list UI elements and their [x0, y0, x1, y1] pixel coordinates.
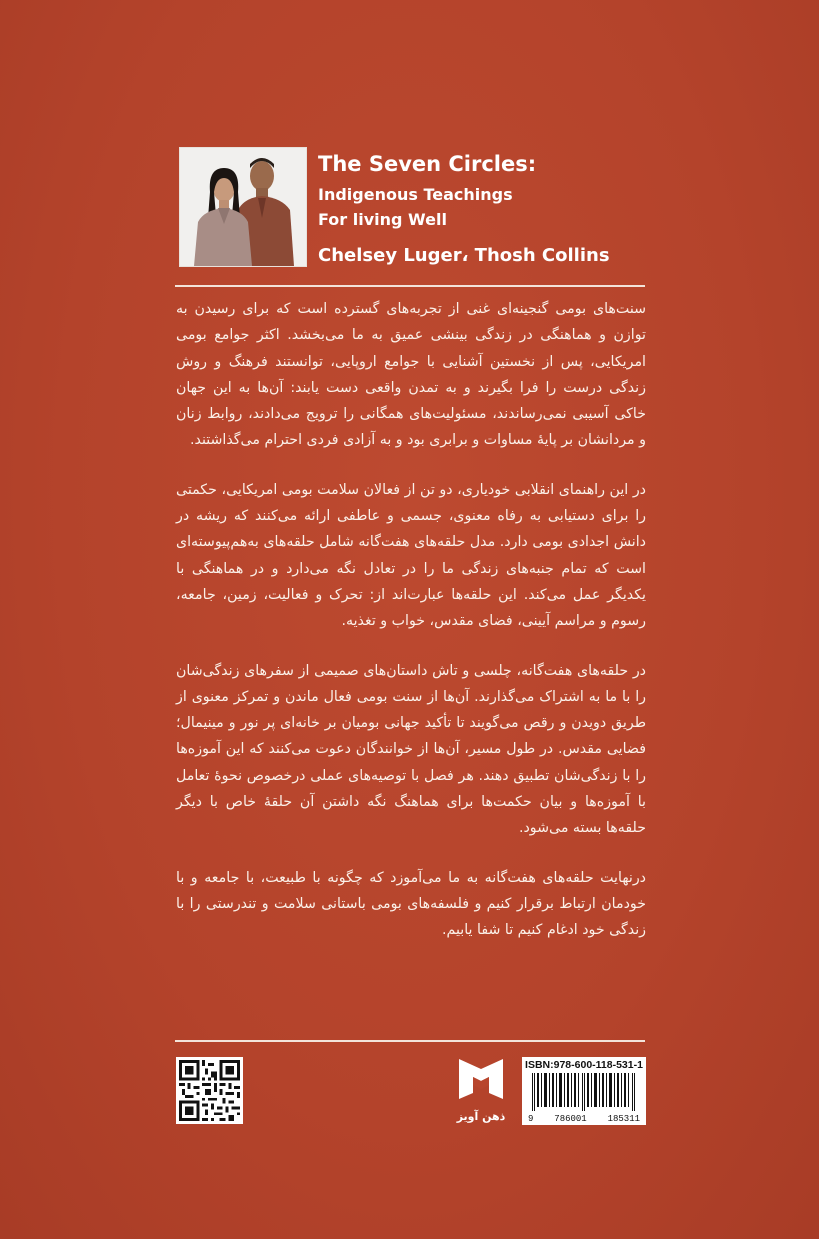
blurb-paragraph-1: سنت‌های بومی گنجینه‌ای غنی از تجربه‌های گسترده است که برای رسیدن به توازن و هماهنگی در زندگی بینشی عمیق به ما می‌بخشد. اکثر جوامع بومی امریکایی، پس از نخستین آشنایی با جوامع اروپایی، توانستند فرهنگ و روش زندگی درست را فرا بگیرند و به تمدن واقعی دست یابند: آن‌ها به این جهان خاکی آسیبی نمی‌رساندند، مسئولیت‌های همگانی را ترویج می‌دادند، روابط زنان و مردانشان بر پایهٔ مساوات و برابری بود و به آزادی فردی احترام می‌گذاشتند. — [176, 301, 646, 449]
blurb-paragraph-2: در این راهنمای انقلابی خودیاری، دو تن از فعالان سلامت بومی امریکایی، حکمتی را برای دستیابی به رفاه معنوی، جسمی و عاطفی ارائه می‌کنند که ریشه در دانش اجدادی بومی دارد. مدل حلقه‌های هفت‌گانه شامل حلقه‌های به‌هم‌پیوسته‌ای است که تمام جنبه‌های زندگی ما را در تعادل نگه می‌دارد و در هماهنگی با یکدیگر عمل می‌کند. این حلقه‌ها عبارت‌اند از: تحرک و فعالیت، زمین، جامعه، رسوم و مراسم آیینی، فضای مقدس، خواب و تغذیه. — [176, 481, 646, 630]
author-photo — [179, 147, 307, 267]
top-divider — [175, 285, 645, 287]
title-block — [318, 150, 610, 268]
publisher-name: ذهن آویز — [456, 1110, 506, 1123]
barcode-digit-group-1: 786001 — [554, 1114, 587, 1124]
blurb-paragraph-3: در حلقه‌های هفت‌گانه، چلسی و تاش داستان‌های صمیمی از سفرهای زندگی‌شان را با ما به اشتراک می‌گذارند. آن‌ها از سنت بومی فعال ماندن و تمرکز معنوی از طریق دویدن و رقص می‌گویند تا تأکید جهانی بومیان بر خانه‌ای پر نور و مینیمال؛ فضایی مقدس. در طول مسیر، آن‌ها از خوانندگان دعوت می‌کنند که این آموزه‌ها را با زندگی‌شان تطبیق دهند. هر فصل با توصیه‌های عملی درخصوص نحوهٔ تعامل با آموزه‌ها و بیان حکمت‌ها برای هماهنگ نگه داشتن آن حلقهٔ خاص با دیگر حلقه‌ها بسته می‌شود. — [176, 662, 646, 837]
book-title: The Seven Circles: — [318, 152, 537, 176]
barcode-digit-prefix: 9 — [528, 1114, 534, 1124]
book-subtitle-line-1: Indigenous Teachings — [318, 185, 513, 204]
publisher-logo — [453, 1055, 509, 1125]
blurb — [176, 296, 646, 944]
barcode — [522, 1057, 646, 1125]
bottom-divider — [175, 1040, 645, 1042]
isbn-label: ISBN:978-600-118-531-1 — [525, 1059, 643, 1071]
book-subtitle-line-2: For living Well — [318, 210, 447, 229]
barcode-digit-group-2: 185311 — [607, 1114, 640, 1124]
barcode-bars-icon — [528, 1073, 640, 1111]
book-authors: Chelsey Luger، Thosh Collins — [318, 245, 610, 266]
qr-code-icon — [176, 1057, 243, 1124]
publisher-logo-icon — [453, 1055, 509, 1107]
barcode-digits — [522, 1114, 646, 1124]
blurb-paragraph-4: درنهایت حلقه‌های هفت‌گانه به ما می‌آموزد که چگونه با طبیعت، با جامعه و با خودمان ارتباط برقرار کنیم و فلسفه‌های بومی باستانی سلامت و تندرستی را با زندگی خود ادغام کنیم تا شفا یابیم. — [176, 869, 646, 939]
